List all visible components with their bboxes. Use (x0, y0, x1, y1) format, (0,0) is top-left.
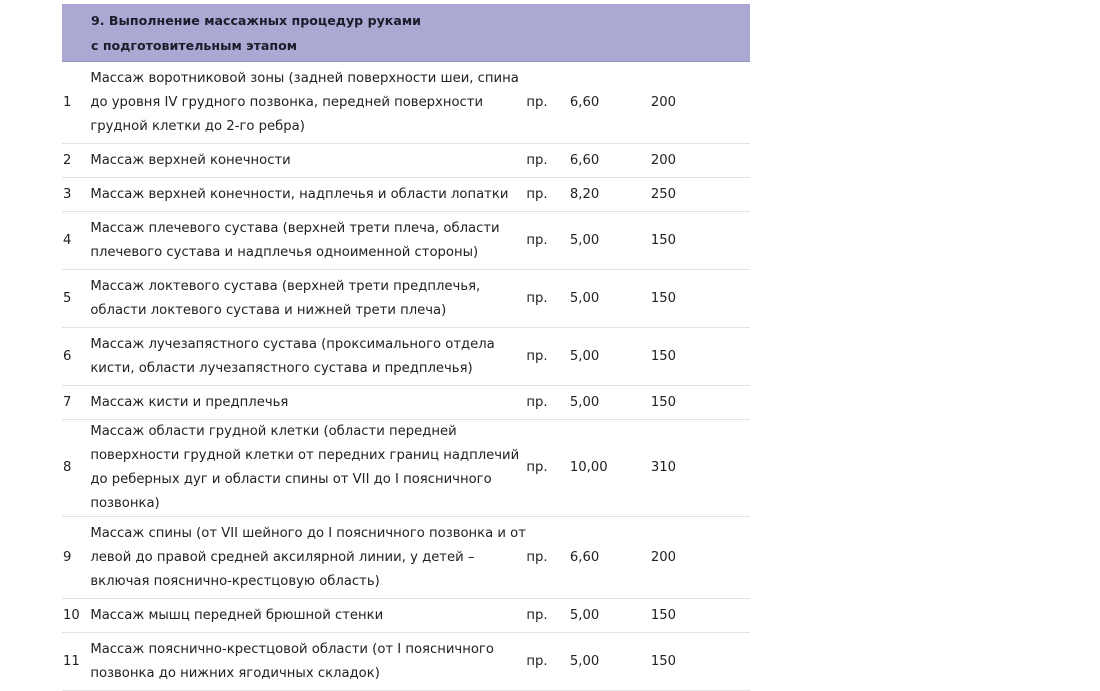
unit: пр. (526, 386, 570, 420)
unit: пр. (526, 212, 570, 270)
section-title: 9. Выполнение массажных процедур руками с подготовительным этапом (91, 12, 421, 53)
table-row (62, 270, 750, 328)
service-name: Массаж пояснично-крестцовой области (от I поясничного позвонка до нижних ягодичных складок) (90, 633, 526, 691)
price: 250 (651, 178, 750, 212)
unit: пр. (526, 633, 570, 691)
unit: пр. (526, 270, 570, 328)
time-units: 5,00 (570, 328, 651, 386)
unit: пр. (526, 517, 570, 599)
price: 200 (651, 62, 750, 144)
price: 150 (651, 599, 750, 633)
row-number: 6 (62, 328, 90, 386)
unit: пр. (526, 62, 570, 144)
time-units: 6,60 (570, 144, 651, 178)
table-row (62, 144, 750, 178)
service-name: Массаж верхней конечности, надплечья и области лопатки (90, 178, 526, 212)
price: 150 (651, 328, 750, 386)
row-number: 4 (62, 212, 90, 270)
service-name: Массаж лучезапястного сустава (проксимального отдела кисти, области лучезапястного сустава и предплечья) (90, 328, 526, 386)
table-row (62, 420, 750, 517)
price: 200 (651, 144, 750, 178)
price: 150 (651, 386, 750, 420)
service-name: Массаж кисти и предплечья (90, 386, 526, 420)
price: 150 (651, 270, 750, 328)
table-row (62, 386, 750, 420)
price-table (62, 4, 750, 691)
price: 150 (651, 633, 750, 691)
row-number: 8 (62, 420, 90, 517)
service-name: Массаж воротниковой зоны (задней поверхности шеи, спина до уровня IV грудного позвонка, передней поверхности грудной клетки до 2-го ребра) (90, 62, 526, 144)
row-number: 3 (62, 178, 90, 212)
table-row (62, 328, 750, 386)
row-number: 5 (62, 270, 90, 328)
section-header-row (62, 4, 750, 62)
table-row (62, 599, 750, 633)
time-units: 5,00 (570, 599, 651, 633)
price: 310 (651, 420, 750, 517)
table-row (62, 62, 750, 144)
time-units: 6,60 (570, 62, 651, 144)
service-name: Массаж мышц передней брюшной стенки (90, 599, 526, 633)
price: 200 (651, 517, 750, 599)
row-number: 7 (62, 386, 90, 420)
time-units: 6,60 (570, 517, 651, 599)
unit: пр. (526, 144, 570, 178)
section-title-cell (62, 4, 750, 62)
table-row (62, 517, 750, 599)
table-row (62, 212, 750, 270)
service-name: Массаж верхней конечности (90, 144, 526, 178)
row-number: 10 (62, 599, 90, 633)
price: 150 (651, 212, 750, 270)
row-number: 11 (62, 633, 90, 691)
time-units: 5,00 (570, 633, 651, 691)
time-units: 5,00 (570, 270, 651, 328)
row-number: 1 (62, 62, 90, 144)
unit: пр. (526, 328, 570, 386)
row-number: 9 (62, 517, 90, 599)
time-units: 10,00 (570, 420, 651, 517)
service-name: Массаж локтевого сустава (верхней трети предплечья, области локтевого сустава и нижней трети плеча) (90, 270, 526, 328)
unit: пр. (526, 420, 570, 517)
table-row (62, 178, 750, 212)
service-name: Массаж спины (от VII шейного до I поясничного позвонка и от левой до правой средней аксилярной линии, у детей – включая пояснично-крестцовую область) (90, 517, 526, 599)
unit: пр. (526, 599, 570, 633)
service-name: Массаж плечевого сустава (верхней трети плеча, области плечевого сустава и надплечья одноименной стороны) (90, 212, 526, 270)
time-units: 5,00 (570, 386, 651, 420)
table-row (62, 633, 750, 691)
service-name: Массаж области грудной клетки (области передней поверхности грудной клетки от передних границ надплечий до реберных дуг и области спины от VII до I поясничного позвонка) (90, 420, 526, 517)
unit: пр. (526, 178, 570, 212)
time-units: 8,20 (570, 178, 651, 212)
row-number: 2 (62, 144, 90, 178)
time-units: 5,00 (570, 212, 651, 270)
